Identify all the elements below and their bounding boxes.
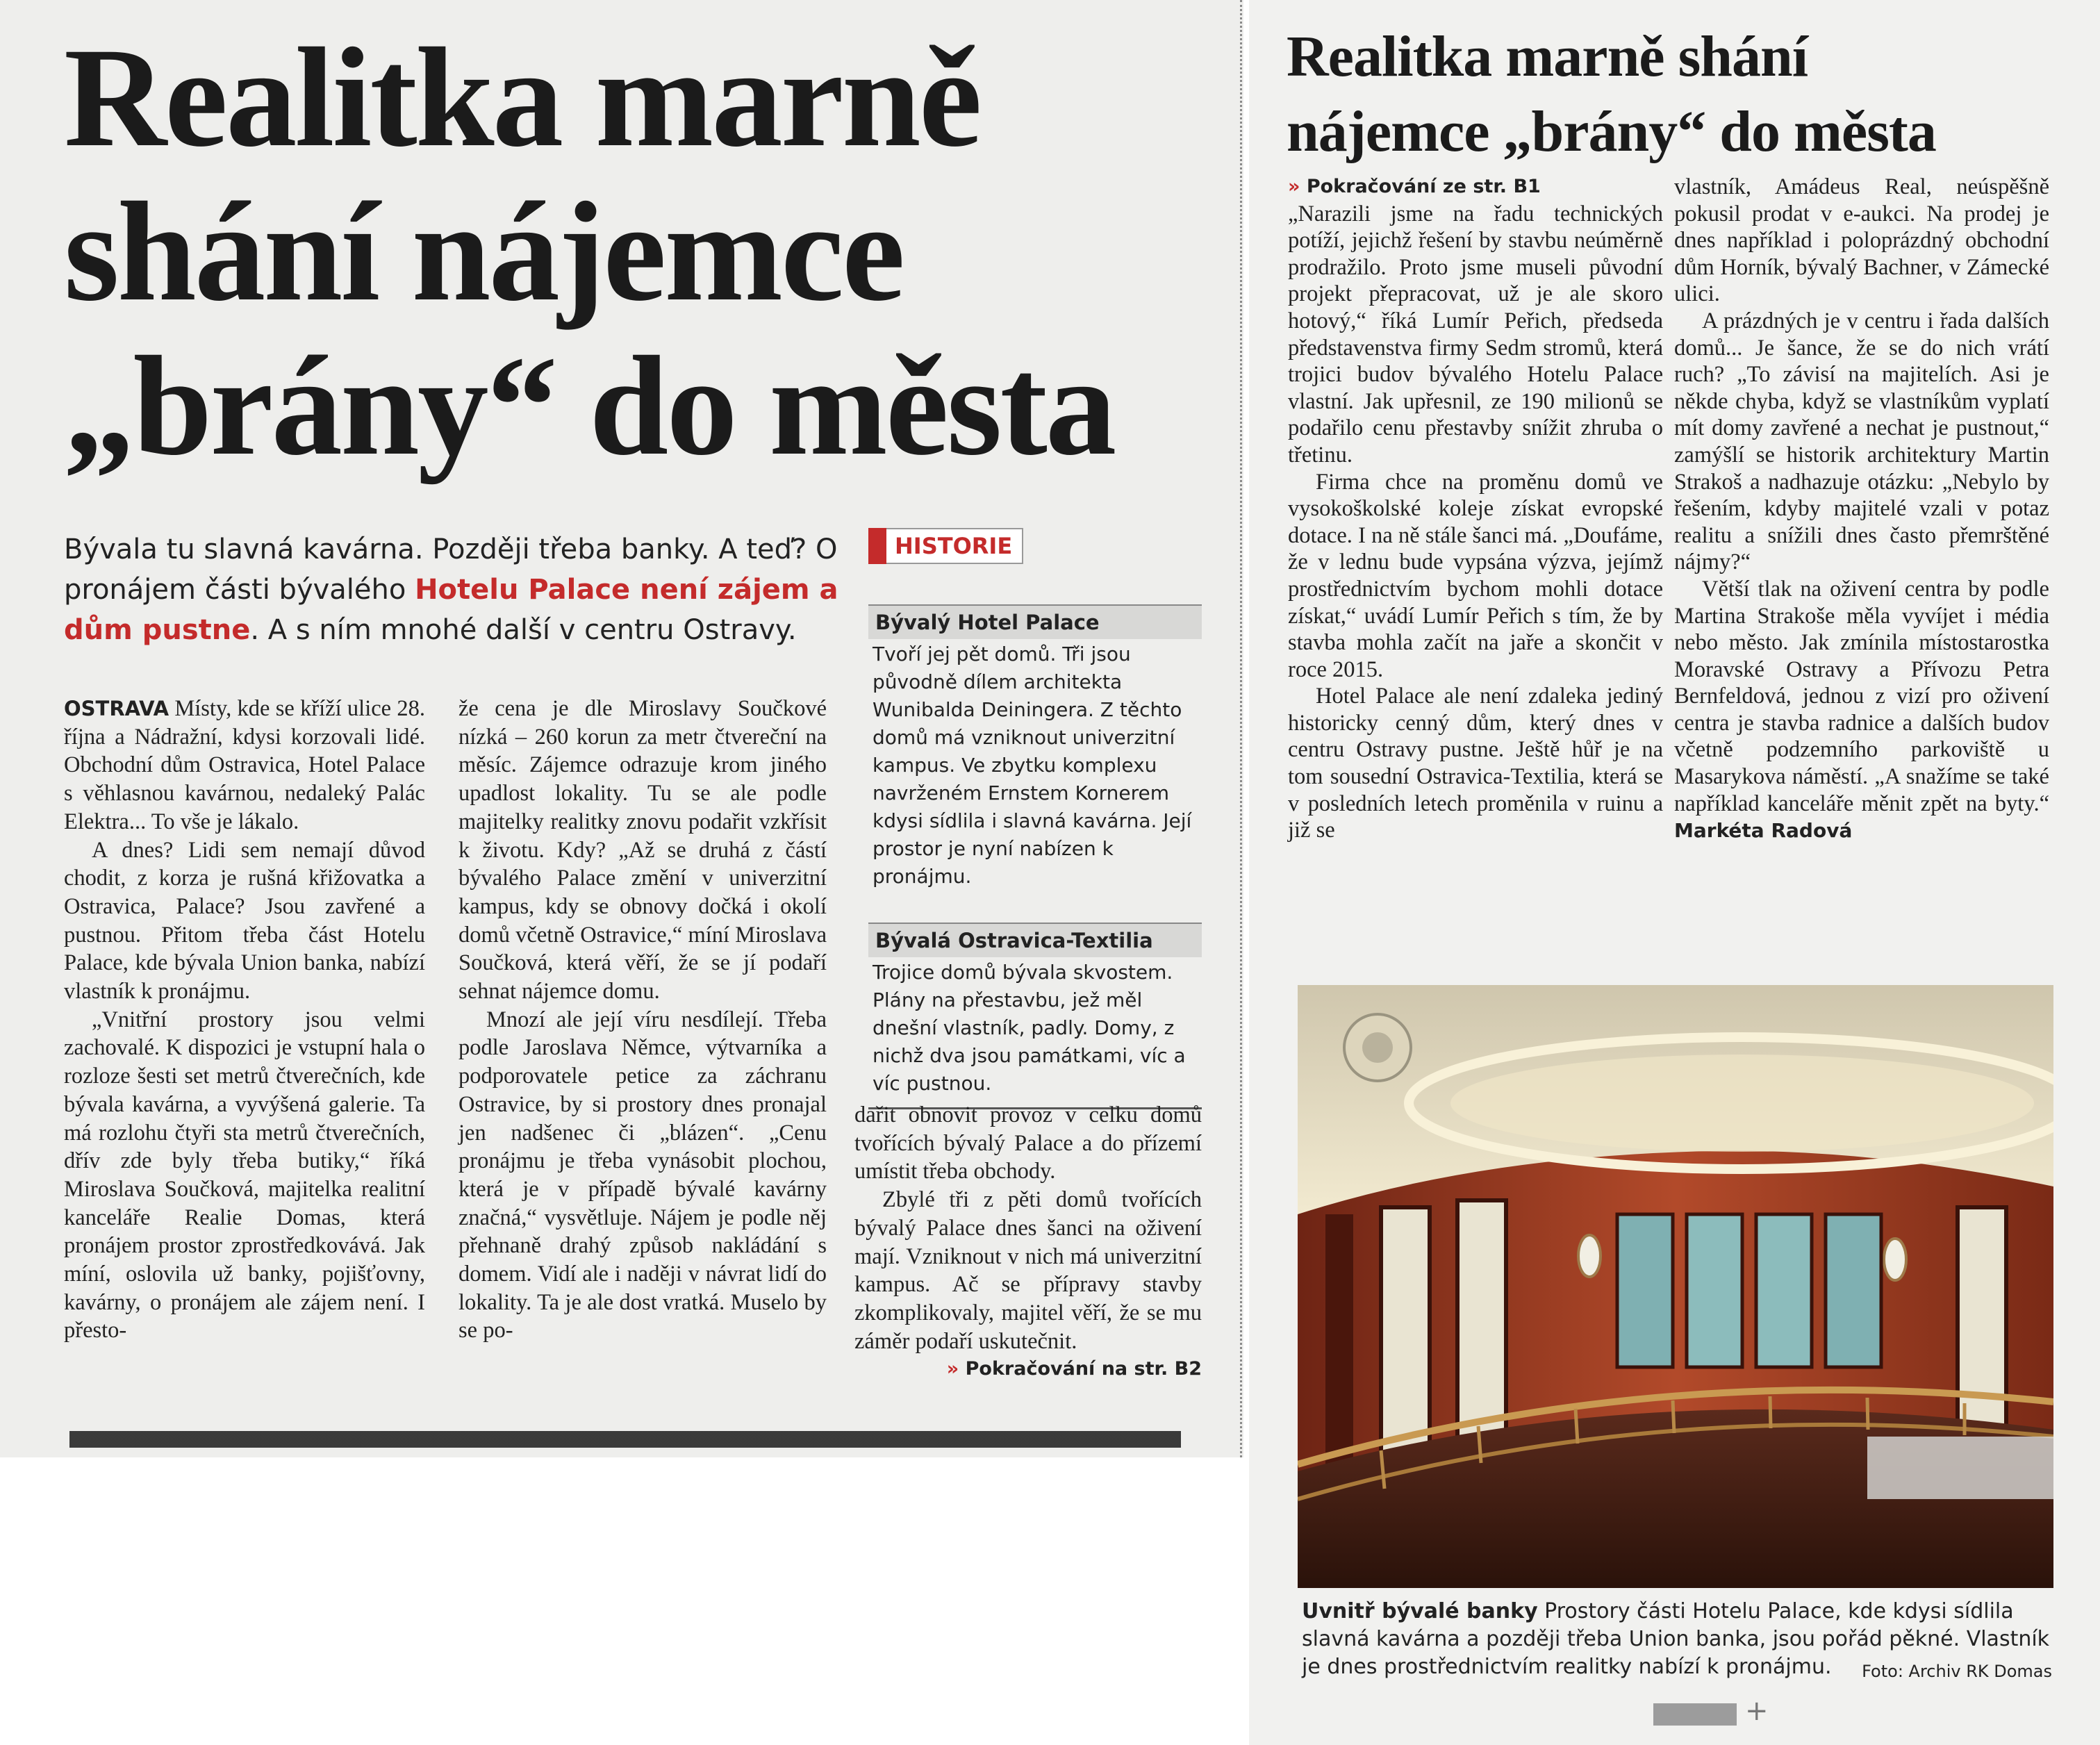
right-column-2 [1674, 174, 2049, 845]
chevron-right-icon: » [1288, 176, 1307, 197]
paragraph: Zbylé tři z pěti domů tvořících bývalý Palace dnes šanci na oživení mají. Vzniknout v nich má univerzitní kampus. Ač se přípravy stavby zkomplikovaly, majitel věří, že se mu záměr podaří uskutečnit. [854, 1187, 1202, 1354]
sidebar-heading-hotel-palace: Bývalý Hotel Palace [868, 604, 1202, 639]
right-column-1 [1288, 174, 1663, 844]
paragraph: „Narazili jsme na řadu technických potíží, jejichž řešení by stavbu neúměrně prodražilo. Proto jsme museli původní projekt přepracovat, už je ale skoro hotový,“ říká Lumír Peřich, předseda představenstva firmy Sedm stromů, která trojici budov bývalého Hotelu Palace vlastní. Jak upřesnil, ze 190 milionů se podařilo cenu přestavby snížit zhruba o třetinu. [1288, 201, 1663, 468]
paragraph: Hotel Palace ale není zdaleka jediný historicky cenný dům, který dnes v centru Ostravy pustne. Ještě hůř je na tom sousední Ostravica-Textilia, která se v posledních letech proměnila v ruinu a již se [1288, 684, 1663, 843]
bank-interior-photo [1298, 985, 2053, 1588]
continuation-headline-line-2: nájemce „brány“ do města [1287, 99, 1936, 164]
deck-part-2: . A s ním mnohé další v centru Ostravy. [250, 614, 797, 646]
photo-caption [1302, 1598, 2052, 1685]
front-page-clipping [0, 0, 1243, 1457]
caption-title: Uvnitř bývalé banky [1302, 1599, 1538, 1623]
paragraph: Větší tlak na oživení centra by podle Martina Strakoše měla vyvíjet i média nebo město. Jak zmínila místostarostka Moravské Ostravy a Přívozu Petra Bernfeldová, jednou z vizí pro oživení centra je stavba radnice a dalších budov včetně podzemního parkoviště u Masarykova náměstí. „A snažíme se také například kanceláře měnit zpět na byty.“ Markéta Radová [1674, 576, 2049, 843]
paragraph: že cena je dle Miroslavy Součkové nízká – 260 korun za metr čtvereční na měsíc. Zájemce odrazuje krom jiného upadlost lokality. Tu se ale podle majitelky realitky znovu podařit vzkřísit k životu. Kdy? „Až se druhá z částí bývalého Palace změní v univerzitní kampus, kdy se obnovy dočká i okolí domů včetně Ostravice,“ míní Miroslava Součková, která věří, že se jí podaří sehnat nájemce domu. [458, 696, 827, 1004]
left-column-2 [458, 695, 827, 1345]
photo-credit: Foto: Archiv RK Domas [1862, 1662, 2052, 1681]
paragraph: Firma chce na proměnu domů ve vysokoškolské koleje získat evropské dotace. I na ně stále šanci má. „Doufáme, že v lednu bude vypsána výzva, jejímž prostřednictvím bychom mohli dotace získat,“ uvádí Lumír Peřich s tím, že by stavba mohla začít na jaře a skončit v roce 2015. [1288, 469, 1663, 682]
left-column-1 [64, 695, 425, 1345]
next-headline-fragment [69, 1431, 1216, 1457]
paragraph: Mnozí ale její víru nesdílejí. Třeba podle Jaroslava Němce, výtvarníka a podporovatele petice za záchranu Ostravice, by si prostory dnes pronajal jen nadšenec či „blázen“. „Cenu pronájmu je třeba vynásobit plochou, která je v případě bývalé kavárny značná,“ vysvětluje. Nájem je podle něj přehnaně drahý způsob nakládání s domem. Vidí ale i naději v návrat lidí do lokality. Ta je ale dost vratká. Muselo by se po- [458, 1007, 827, 1343]
history-sidebar [868, 528, 1202, 1109]
history-tag: HISTORIE [868, 528, 1023, 564]
bank-interior-illustration [1298, 985, 2053, 1588]
author-signature: Markéta Radová [1674, 819, 1853, 843]
column-separator [1240, 0, 1242, 1457]
deck-part-1: Bývala tu slavná kavárna. Později třeba banky. A teď? O pronájem části bývalého [64, 534, 838, 606]
chevron-right-icon: » [946, 1358, 966, 1380]
plus-icon: + [1745, 1695, 1769, 1727]
headline-line-1: Realitka marně [64, 19, 980, 176]
paragraph: „Vnitřní prostory jsou velmi zachovalé. K dispozici je vstupní hala o rozloze šesti set metrů čtverečních, kde bývala kavárna, a vyvýšená galerie. Ta má rozlohu čtyři sta metrů čtverečních, dřív zde byly třeba butiky,“ říká Miroslava Součková, majitelka realitní kanceláře Realie Domas, která pronájem prostor zprostředkovává. Jak míní, oslovila už banky, pojišťovny, kavárny, o pronájem ale zájem není. I přesto- [64, 1007, 425, 1343]
continued-from-link[interactable]: » Pokračování ze str. B1 [1288, 176, 1541, 197]
article-deck [64, 529, 863, 650]
sidebar-text-hotel-palace: Tvoří jej pět domů. Tři jsou původně dílem architekta Wunibalda Deiningera. Z těchto domů má vzniknout univerzitní kampus. Ve zbytku komplexu navrženém Ernstem Kornerem kdysi sídlila i slavná kavárna. Její prostor je nyní nabízen k pronájmu. [873, 643, 1192, 888]
sidebar-heading-ostravica: Bývalá Ostravica-Textilia [868, 923, 1202, 957]
left-column-3 [854, 1101, 1202, 1384]
headline-line-3: „brány“ do města [64, 327, 1115, 485]
dateline: OSTRAVA [64, 697, 170, 720]
main-headline [64, 21, 1231, 483]
cropped-headline-strip [69, 1431, 1181, 1457]
continuation-headline-line-1: Realitka marně shání [1287, 24, 1808, 89]
paragraph: OSTRAVA Místy, kde se kříží ulice 28. října a Nádražní, kdysi korzovali lidé. Obchodní dům Ostravica, Hotel Palace s věhlasnou kavárnou, nedaleký Palác Elektra... To vše je lákalo. [64, 696, 425, 834]
caption-text: Prostory části Hotelu Palace, kde kdysi sídlila slavná kavárna a později třeba Union banka, jsou pořád pěkné. Vlastník je dnes prostřednictvím realitky nabízí k pronájmu. [1302, 1599, 2050, 1679]
paragraph: dařit obnovit provoz v celku domů tvořících bývalý Palace a do přízemí umístit třeba obchody. [854, 1102, 1202, 1184]
headline-line-2: shání nájemce [64, 173, 904, 331]
paragraph: A prázdných je v centru i řada dalších domů... Je šance, že se do nich vrátí ruch? „To závisí na majitelích. Asi je někde chyba, když se vlastníkům vyplatí mít domy zavřené a nechat je pustnout,“ zamýšlí se historik architektury Martin Strakoš a nadhazuje otázku: „Nebylo by řešením, kdyby majitelé vzali v potaz realitu a snížili dnes často přemrštěné nájmy?“ [1674, 308, 2049, 575]
paragraph: vlastník, Amádeus Real, neúspěšně pokusil prodat v e-aukci. Na prodej je dnes například i poloprázdný obchodní dům Horník, bývalý Bachner, v Zámecké ulici. [1674, 174, 2049, 307]
paragraph: A dnes? Lidi sem nemají důvod chodit, z korza je rušná křižovatka a Ostravica, Palace? Jsou zavřené a pustnou. Přitom třeba část Hotelu Palace, kde bývala Union banka, nabízí vlastník k pronájmu. [64, 837, 425, 1004]
page-footer-bar [1653, 1703, 1737, 1726]
sidebar-text-ostravica: Trojice domů bývala skvostem. Plány na přestavbu, jež měl dnešní vlastník, padly. Domy, z nichž dva jsou památkami, víc a víc pustnou. [873, 961, 1186, 1095]
deck-highlight: Hotelu Palace není zájem a dům pustne [64, 574, 838, 646]
continuation-headline [1287, 19, 2051, 169]
continued-to-link[interactable]: » Pokračování na str. B2 [946, 1358, 1202, 1380]
